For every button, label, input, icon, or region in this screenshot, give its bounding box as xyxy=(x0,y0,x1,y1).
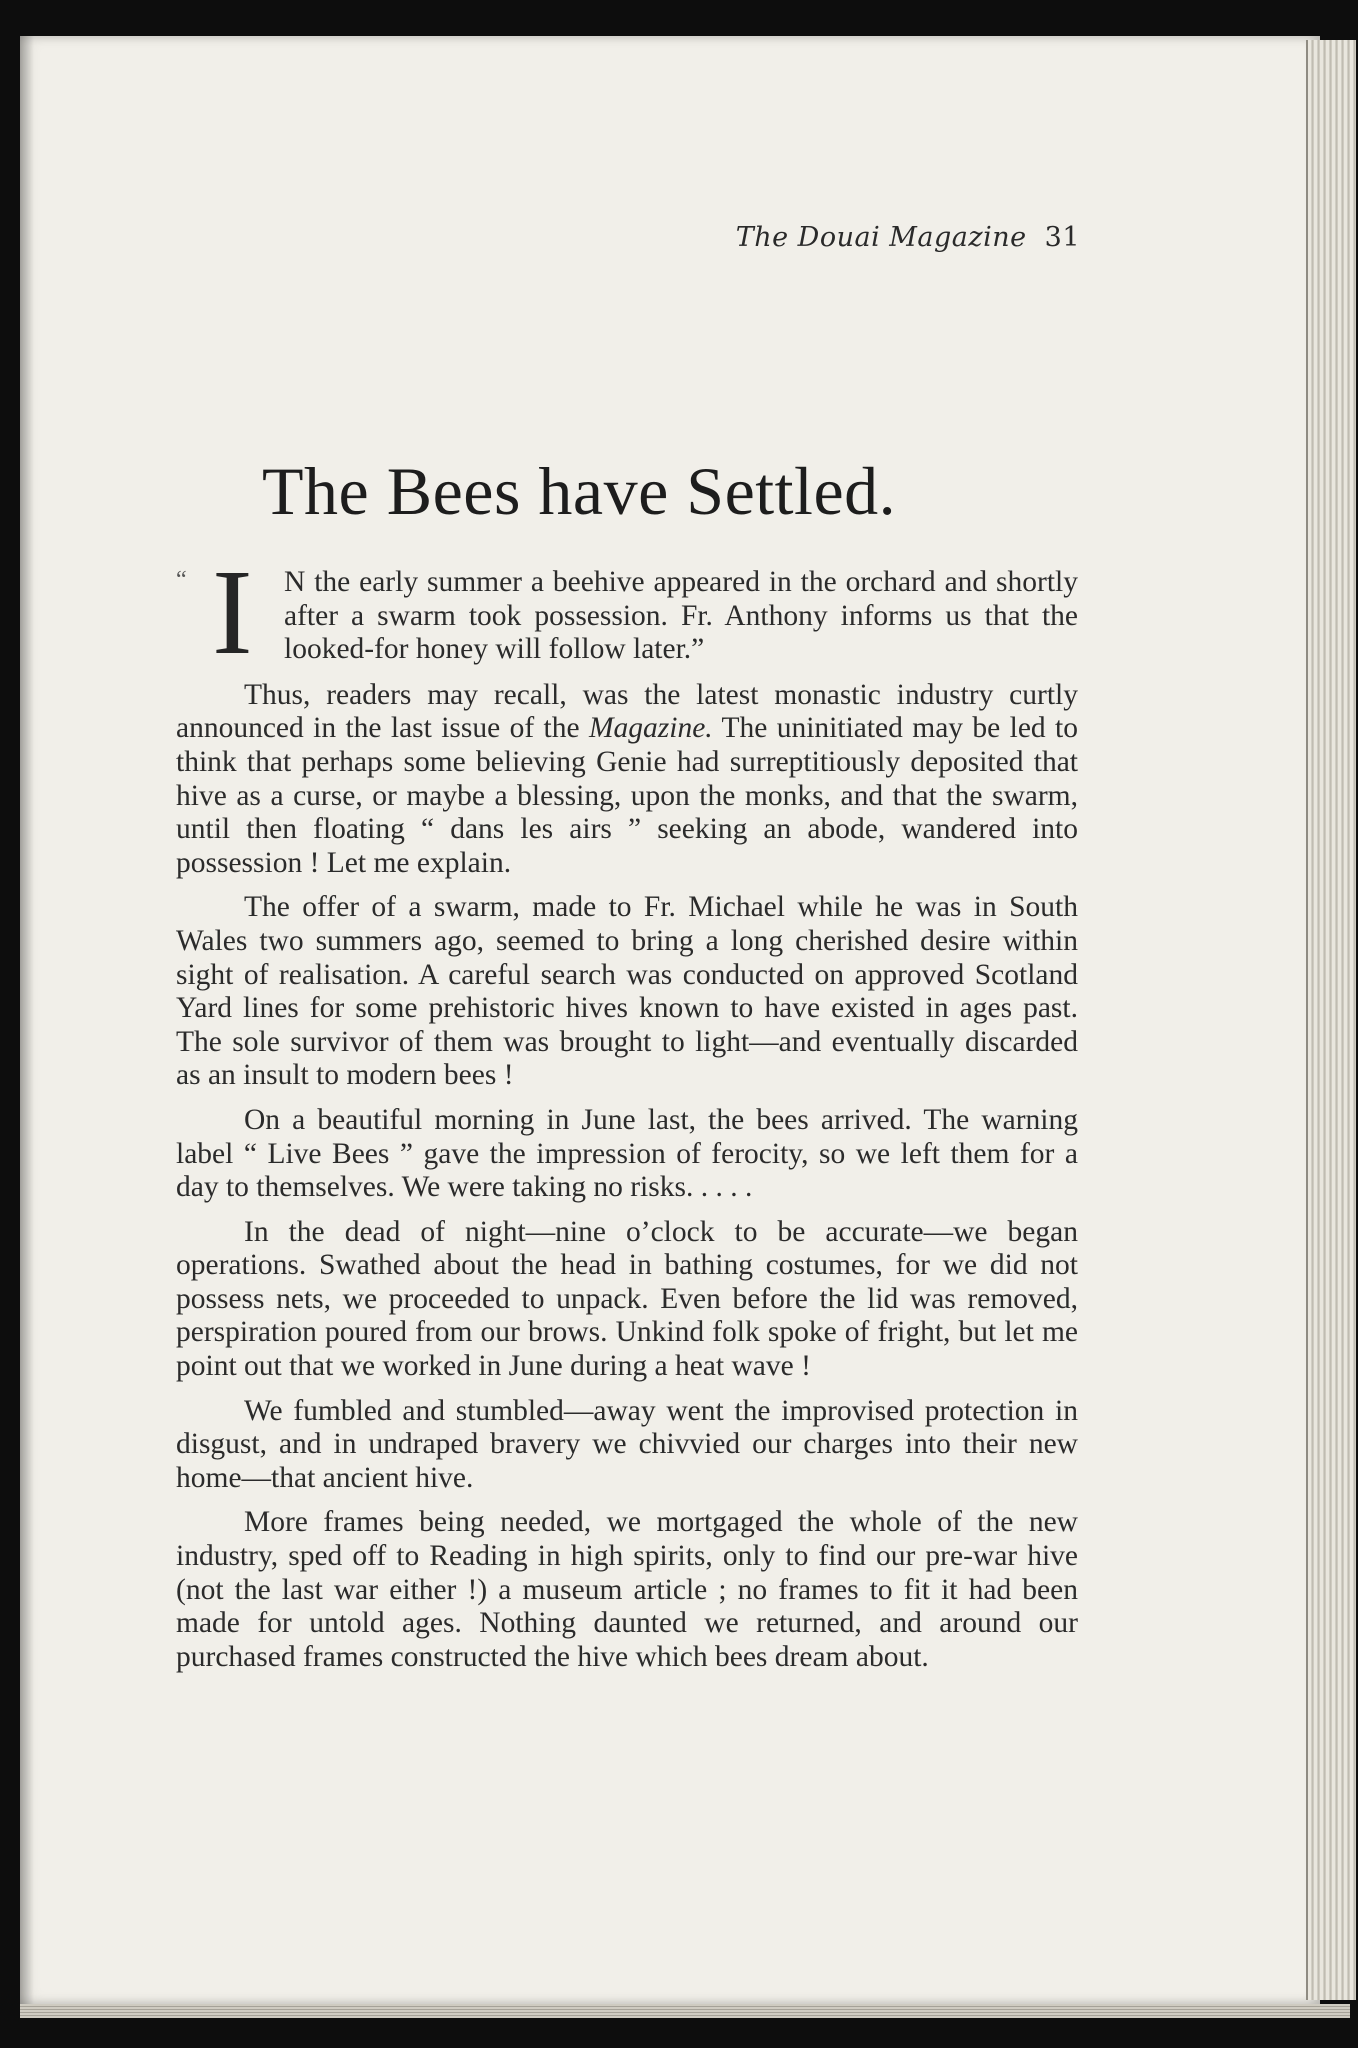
bottom-page-edge xyxy=(20,2004,1350,2018)
page-number: 31 xyxy=(1044,222,1080,253)
drop-cap: I xyxy=(212,545,253,680)
paragraph-1 xyxy=(176,679,1078,881)
opening-text: N the early summer a beehive appeared in the orchard and shortly after a swarm took possession. Fr. Anthony informs us that the looked-for honey will follow later.” xyxy=(284,566,1078,666)
magazine-italic: Magazine. xyxy=(588,712,713,745)
paragraph-2: The offer of a swarm, made to Fr. Michael while he was in South Wales two summers ago, seemed to bring a long cherished desire within sight of realisation. A careful search was conducted on approved Scotland Yard lines for some prehistoric hives known to have existed in ages past. The sole survivor of them was brought to light—and eventually discarded as an insult to modern bees ! xyxy=(176,891,1078,1092)
paragraph-1-text-b: The uninitiated may be led to think that perhaps some believing Genie had surreptitiously deposited that hive as a curse, or maybe a blessing, upon the monks, and that the swarm, until then floating “ dans les airs ” seeking an abode, wandered into possession ! Let me explain. xyxy=(176,712,1078,879)
paragraph-5: We fumbled and stumbled—away went the improvised protection in disgust, and in undraped bravery we chivvied our charges into their new home—that ancient hive. xyxy=(176,1394,1078,1494)
opening-quote-mark: “ xyxy=(176,567,187,593)
paragraph-4: In the dead of night—nine o’clock to be accurate—we began operations. Swathed about the head in bathing costumes, for we did not possess nets, we proceeded to unpack. Even before the lid was removed, perspiration poured from our brows. Unkind folk spoke of fright, but let me point out that we worked in June during a heat wave ! xyxy=(176,1215,1078,1383)
paragraph-3: On a beautiful morning in June last, the bees arrived. The warning label “ Live Bees ” gave the impression of ferocity, so we left them for a day to themselves. We were taking no risks. . . . . xyxy=(176,1103,1078,1204)
paragraph-1-text-a: Thus, readers may recall, was the latest monastic industry curtly announced in the last issue of the xyxy=(176,678,1078,745)
running-head xyxy=(690,222,1080,253)
opening-paragraph xyxy=(176,545,1078,680)
article-body xyxy=(176,545,1078,1685)
gutter-shadow xyxy=(20,36,34,2004)
magazine-name: The Douai Magazine xyxy=(735,222,1027,253)
article-title: The Bees have Settled. xyxy=(262,453,897,529)
paragraph-6: More frames being needed, we mortgaged the whole of the new industry, sped off to Reading in high spirits, only to find our pre-war hive (not the last war either !) a museum article ; no frames to fit it had been made for untold ages. Nothing daunted we returned, and around our purchased frames constructed the hive which bees dream about. xyxy=(176,1506,1078,1673)
drop-cap-block xyxy=(176,545,284,680)
page-edges xyxy=(1306,40,1356,2000)
